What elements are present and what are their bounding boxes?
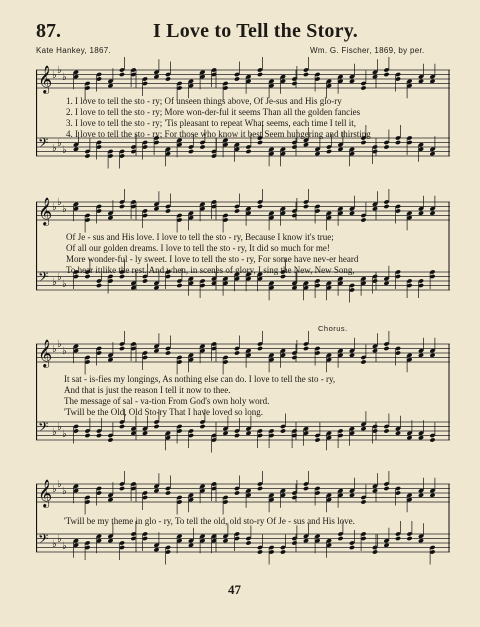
music-system-2 bbox=[36, 188, 450, 308]
page-number: 47 bbox=[228, 582, 241, 597]
notehead bbox=[291, 81, 297, 86]
notehead bbox=[291, 285, 297, 290]
notehead bbox=[142, 278, 148, 283]
notehead bbox=[280, 428, 286, 433]
flat-icon: ♭ bbox=[57, 479, 62, 490]
flat-icon: ♭ bbox=[62, 486, 67, 497]
notehead bbox=[360, 217, 366, 222]
notehead bbox=[429, 211, 435, 216]
notehead bbox=[291, 144, 297, 149]
flat-icon: ♭ bbox=[62, 279, 67, 290]
music-system-4 bbox=[36, 470, 450, 570]
notehead bbox=[418, 79, 424, 84]
notehead bbox=[245, 149, 251, 154]
music-system-3 bbox=[36, 322, 450, 450]
notehead bbox=[429, 151, 435, 156]
flat-icon: ♭ bbox=[52, 277, 57, 288]
lyric-line: Of all our golden dreams. I love to tell the sto - ry, It did so much for me! bbox=[66, 243, 330, 253]
notehead bbox=[153, 547, 159, 552]
treble-staff bbox=[36, 57, 450, 101]
lyric-line: 1. I love to tell the sto - ry; Of unseen things above, Of Je-sus and His glo-ry bbox=[66, 96, 342, 106]
notehead bbox=[383, 281, 389, 286]
notehead bbox=[222, 538, 228, 543]
notehead bbox=[349, 79, 355, 84]
notehead bbox=[383, 486, 389, 491]
flat-icon: ♭ bbox=[57, 197, 62, 208]
notehead bbox=[383, 428, 389, 433]
lyric-line: The message of sal - va-tion From God's own holy word. bbox=[64, 396, 270, 406]
flat-icon: ♭ bbox=[57, 534, 62, 545]
notehead bbox=[395, 140, 401, 145]
notehead bbox=[84, 153, 90, 158]
notehead bbox=[360, 359, 366, 364]
notehead bbox=[337, 536, 343, 541]
notehead bbox=[372, 206, 378, 211]
notehead bbox=[257, 72, 263, 77]
notehead bbox=[280, 549, 286, 554]
notehead bbox=[107, 83, 113, 88]
notehead bbox=[234, 208, 240, 213]
lyric-line: And that is just the reason I tell it now to thee. bbox=[64, 385, 231, 395]
notehead bbox=[372, 348, 378, 353]
lyric-line: Of Je - sus and His love. I love to tell the sto - ry, Because I know it's true; bbox=[66, 232, 334, 242]
flat-icon: ♭ bbox=[52, 539, 57, 550]
notehead bbox=[383, 346, 389, 351]
notehead bbox=[119, 346, 125, 351]
notehead bbox=[245, 540, 251, 545]
notehead bbox=[395, 431, 401, 436]
flat-icon: ♭ bbox=[62, 72, 67, 83]
notehead bbox=[96, 433, 102, 438]
notehead bbox=[257, 549, 263, 554]
notehead bbox=[349, 353, 355, 358]
notehead bbox=[291, 495, 297, 500]
notehead bbox=[199, 424, 205, 429]
notehead bbox=[418, 211, 424, 216]
notehead bbox=[383, 204, 389, 209]
notehead bbox=[303, 538, 309, 543]
notehead bbox=[165, 490, 171, 495]
flat-icon: ♭ bbox=[57, 422, 62, 433]
notehead bbox=[199, 144, 205, 149]
notehead bbox=[383, 72, 389, 77]
notehead bbox=[165, 350, 171, 355]
treble-staff bbox=[36, 189, 450, 233]
notehead bbox=[153, 74, 159, 79]
lyric-line: 3. I love to tell the sto - ry; 'Tis pleasant to repeat What seems, each time I tell it, bbox=[66, 118, 357, 128]
lyric-line: 'Twill be the Old, Old Sto-ry That I have loved so long. bbox=[64, 407, 264, 417]
notehead bbox=[165, 76, 171, 81]
lyric-line: It sat - is-fies my longings, As nothing else can do. I love to tell the sto - ry, bbox=[64, 374, 336, 384]
bass-staff bbox=[36, 521, 450, 565]
notehead bbox=[119, 204, 125, 209]
notehead bbox=[360, 499, 366, 504]
flat-icon: ♭ bbox=[57, 138, 62, 149]
notehead bbox=[73, 147, 79, 152]
notehead bbox=[153, 424, 159, 429]
notehead bbox=[188, 149, 194, 154]
notehead bbox=[383, 144, 389, 149]
bass-clef-icon: 𝄢 bbox=[38, 269, 49, 288]
flat-icon: ♭ bbox=[52, 202, 57, 213]
lyricist-credit: Kate Hankey, 1867. bbox=[36, 46, 112, 55]
notehead bbox=[337, 147, 343, 152]
flat-icon: ♭ bbox=[62, 346, 67, 357]
notehead bbox=[234, 490, 240, 495]
flat-icon: ♭ bbox=[52, 70, 57, 81]
notehead bbox=[372, 549, 378, 554]
notehead bbox=[107, 437, 113, 442]
notehead bbox=[257, 140, 263, 145]
notehead bbox=[418, 493, 424, 498]
flat-icon: ♭ bbox=[62, 541, 67, 552]
notehead bbox=[153, 488, 159, 493]
flat-icon: ♭ bbox=[57, 339, 62, 350]
lyric-line: 'Twill be my theme in glo - ry, To tell the old, old sto-ry Of Je - sus and His love. bbox=[64, 516, 355, 526]
notehead bbox=[234, 433, 240, 438]
notehead bbox=[372, 488, 378, 493]
notehead bbox=[107, 215, 113, 220]
notehead bbox=[349, 211, 355, 216]
flat-icon: ♭ bbox=[52, 427, 57, 438]
flat-icon: ♭ bbox=[62, 204, 67, 215]
notehead bbox=[360, 85, 366, 90]
notehead bbox=[303, 142, 309, 147]
composer-credit: Wm. G. Fischer, 1869, by per. bbox=[310, 46, 425, 55]
notehead bbox=[303, 486, 309, 491]
treble-clef-icon: 𝄞 bbox=[38, 479, 53, 507]
notehead bbox=[291, 355, 297, 360]
lyric-line: To hear it like the rest. And when, in scenes of glory, I sing the New, New Song, bbox=[66, 265, 355, 275]
notehead bbox=[234, 350, 240, 355]
notehead bbox=[406, 435, 412, 440]
bass-clef-icon: 𝄢 bbox=[38, 135, 49, 154]
notehead bbox=[406, 536, 412, 541]
notehead bbox=[96, 283, 102, 288]
notehead bbox=[234, 76, 240, 81]
hymn-title: I Love to Tell the Story. bbox=[153, 20, 359, 42]
chorus-label: Chorus. bbox=[318, 324, 348, 333]
bass-clef-icon: 𝄢 bbox=[38, 419, 49, 438]
notehead bbox=[314, 437, 320, 442]
notehead bbox=[429, 437, 435, 442]
notehead bbox=[349, 545, 355, 550]
notehead bbox=[429, 493, 435, 498]
notehead bbox=[429, 353, 435, 358]
notehead bbox=[257, 204, 263, 209]
notehead bbox=[303, 72, 309, 77]
flat-icon: ♭ bbox=[57, 272, 62, 283]
notehead bbox=[418, 538, 424, 543]
treble-clef-icon: 𝄞 bbox=[38, 65, 53, 93]
notehead bbox=[429, 79, 435, 84]
notehead bbox=[153, 348, 159, 353]
flat-icon: ♭ bbox=[52, 344, 57, 355]
music-system-1 bbox=[36, 56, 450, 174]
notehead bbox=[188, 543, 194, 548]
notehead bbox=[257, 486, 263, 491]
flat-icon: ♭ bbox=[62, 145, 67, 156]
bass-clef-icon: 𝄢 bbox=[38, 531, 49, 550]
notehead bbox=[418, 353, 424, 358]
notehead bbox=[418, 435, 424, 440]
notehead bbox=[176, 283, 182, 288]
flat-icon: ♭ bbox=[52, 143, 57, 154]
notehead bbox=[84, 433, 90, 438]
treble-staff bbox=[36, 331, 450, 375]
flat-icon: ♭ bbox=[57, 65, 62, 76]
notehead bbox=[153, 285, 159, 290]
flat-icon: ♭ bbox=[52, 484, 57, 495]
lyric-line: 4. I love to tell the sto - ry; For those who know it best Seem hungering and thirsting bbox=[66, 129, 371, 139]
notehead bbox=[291, 540, 297, 545]
notehead bbox=[349, 493, 355, 498]
notehead bbox=[303, 204, 309, 209]
treble-clef-icon: 𝄞 bbox=[38, 339, 53, 367]
notehead bbox=[142, 431, 148, 436]
notehead bbox=[119, 72, 125, 77]
notehead bbox=[395, 536, 401, 541]
notehead bbox=[314, 151, 320, 156]
notehead bbox=[383, 543, 389, 548]
flat-icon: ♭ bbox=[62, 429, 67, 440]
lyric-line: 2. I love to tell the sto - ry; More won-der-ful it seems Than all the golden fancies bbox=[66, 107, 361, 117]
notehead bbox=[245, 431, 251, 436]
notehead bbox=[222, 431, 228, 436]
lyric-line: More wonder-ful - ly sweet. I love to tell the sto - ry, For some have nev-er heard bbox=[66, 254, 359, 264]
notehead bbox=[257, 346, 263, 351]
hymn-number: 87. bbox=[36, 20, 61, 42]
treble-staff bbox=[36, 471, 450, 515]
notehead bbox=[107, 497, 113, 502]
notehead bbox=[360, 426, 366, 431]
notehead bbox=[107, 357, 113, 362]
notehead bbox=[291, 213, 297, 218]
notehead bbox=[372, 74, 378, 79]
notehead bbox=[303, 346, 309, 351]
notehead bbox=[165, 208, 171, 213]
notehead bbox=[119, 486, 125, 491]
notehead bbox=[153, 206, 159, 211]
treble-clef-icon: 𝄞 bbox=[38, 197, 53, 225]
notehead bbox=[360, 140, 366, 145]
notehead bbox=[119, 424, 125, 429]
notehead bbox=[326, 149, 332, 154]
notehead bbox=[107, 538, 113, 543]
